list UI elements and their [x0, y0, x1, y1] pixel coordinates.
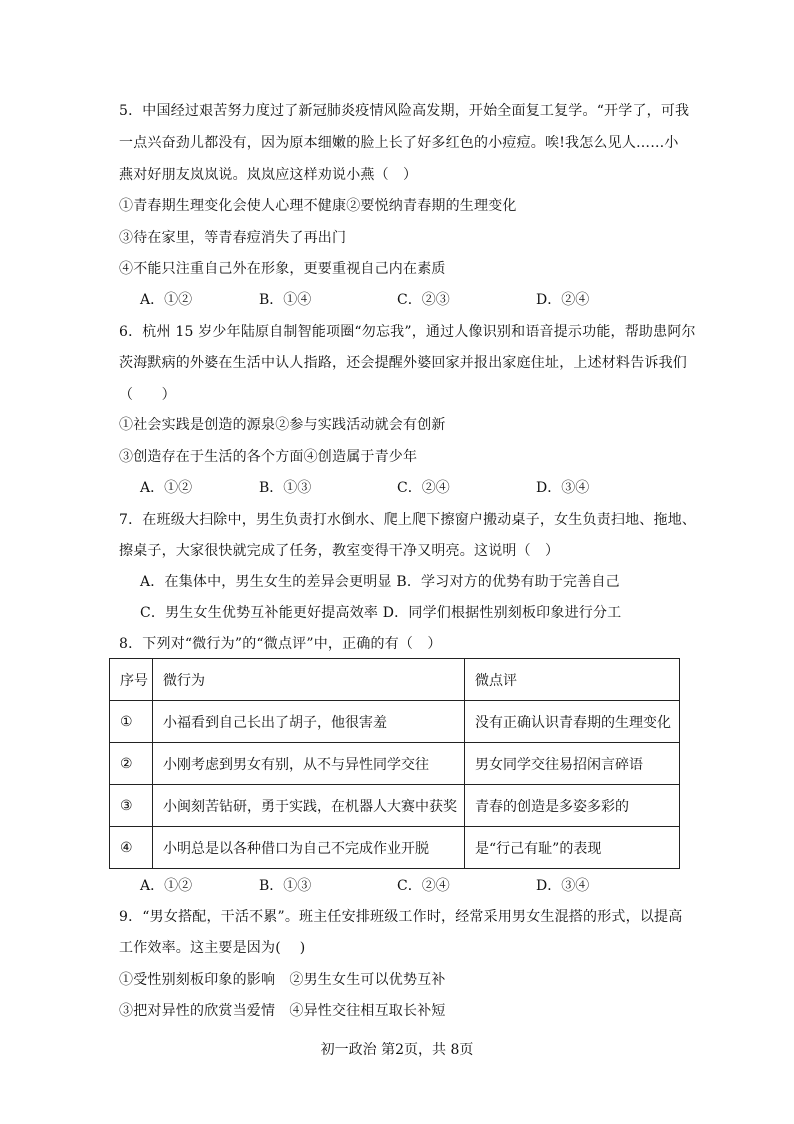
q6-option-c[interactable]: C．②④: [397, 480, 450, 496]
q8-option-d[interactable]: D．③④: [536, 878, 590, 894]
table-cell: 是“行己有耻”的表现: [465, 827, 680, 869]
q6-statement-1: ①社会实践是创造的源泉②参与实践活动就会有创新: [119, 417, 446, 433]
q6-stem-line-3: （ ）: [119, 387, 176, 403]
table-cell: ①: [110, 701, 153, 743]
q7-stem-line-2: 擦桌子，大家很快就完成了任务，教室变得干净又明亮。这说明（ ）: [119, 543, 560, 559]
q7-options-ab[interactable]: A．在集体中，男生女生的差异会更明显 B．学习对方的优势有助于完善自己: [140, 574, 620, 590]
q9-stem-line-2: 工作效率。这主要是因为( ): [119, 940, 306, 956]
table-header-cell: 序号: [110, 659, 153, 701]
table-cell: 小闽刻苦钻研，勇于实践，在机器人大赛中获奖: [153, 785, 465, 827]
q5-statement-2: ③待在家里，等青春痘消失了再出门: [119, 230, 347, 246]
q6-statement-2: ③创造存在于生活的各个方面④创造属于青少年: [119, 449, 418, 465]
q6-stem-line-1: 6．杭州 15 岁少年陆原自制智能项圈“勿忘我”，通过人像识别和语音提示功能，帮助患阿尔: [119, 324, 696, 340]
table-cell: ④: [110, 827, 153, 869]
q8-option-c[interactable]: C．②④: [397, 878, 450, 894]
table-row: [110, 743, 680, 785]
q5-stem-line-1: 5．中国经过艰苦努力度过了新冠肺炎疫情风险高发期，开始全面复工复学。“开学了，可我: [119, 103, 690, 119]
table-cell: 男女同学交往易招闲言碎语: [465, 743, 680, 785]
table-cell: 小福看到自己长出了胡子，他很害羞: [153, 701, 465, 743]
q8-table: [109, 658, 680, 869]
q6-option-d[interactable]: D．③④: [536, 480, 590, 496]
table-cell: ②: [110, 743, 153, 785]
q7-options-cd[interactable]: C．男生女生优势互补能更好提高效率 D．同学们根据性别刻板印象进行分工: [140, 605, 622, 621]
q5-option-c[interactable]: C．②③: [397, 292, 450, 308]
q8-option-b[interactable]: B．①③: [259, 878, 312, 894]
q8-options: [140, 876, 700, 896]
q9-statement-1: ①受性别刻板印象的影响 ②男生女生可以优势互补: [119, 972, 446, 988]
table-cell: 小明总是以各种借口为自己不完成作业开脱: [153, 827, 465, 869]
q5-stem-line-2: 一点兴奋劲儿都没有，因为原本细嫩的脸上长了好多红色的小痘痘。唉!我怎么见人……小: [119, 135, 679, 151]
q6-option-a[interactable]: A．①②: [140, 480, 193, 496]
q5-option-b[interactable]: B．①④: [259, 292, 312, 308]
q6-option-b[interactable]: B．①③: [259, 480, 312, 496]
q6-options: [140, 478, 700, 498]
q5-stem-line-3: 燕对好朋友岚岚说。岚岚应这样劝说小燕（ ）: [119, 167, 418, 183]
page-footer: 初一政治 第2页，共 8页: [320, 1042, 474, 1058]
q5-option-d[interactable]: D．②④: [536, 292, 590, 308]
q9-statement-2: ③把对异性的欣赏当爱情 ④异性交往相互取长补短: [119, 1003, 446, 1019]
q8-stem-line-1: 8．下列对“微行为”的“微点评”中，正确的有（ ）: [119, 636, 442, 652]
table-header-cell: 微点评: [465, 659, 680, 701]
table-cell: 没有正确认识青春期的生理变化: [465, 701, 680, 743]
table-row: [110, 785, 680, 827]
table-cell: 青春的创造是多姿多彩的: [465, 785, 680, 827]
q6-stem-line-2: 茨海默病的外婆在生活中认人指路，还会提醒外婆回家并报出家庭住址，上述材料告诉我们: [119, 355, 687, 371]
q5-option-a[interactable]: A．①②: [140, 292, 193, 308]
table-cell: 小刚考虑到男女有别，从不与异性同学交往: [153, 743, 465, 785]
q5-statement-1: ①青春期生理变化会使人心理不健康②要悦纳青春期的生理变化: [119, 198, 517, 214]
table-header-row: [110, 659, 680, 701]
q9-stem-line-1: 9．“男女搭配，干活不累”。班主任安排班级工作时，经常采用男女生混搭的形式，以提高: [119, 909, 683, 925]
q8-option-a[interactable]: A．①②: [140, 878, 193, 894]
q5-statement-3: ④不能只注重自己外在形象，更要重视自己内在素质: [119, 261, 446, 277]
q5-options: [140, 290, 700, 310]
q7-stem-line-1: 7．在班级大扫除中，男生负责打水倒水、爬上爬下擦窗户搬动桌子，女生负责扫地、拖地、: [119, 512, 697, 528]
table-cell: ③: [110, 785, 153, 827]
table-row: [110, 701, 680, 743]
table-header-cell: 微行为: [153, 659, 465, 701]
table-row: [110, 827, 680, 869]
